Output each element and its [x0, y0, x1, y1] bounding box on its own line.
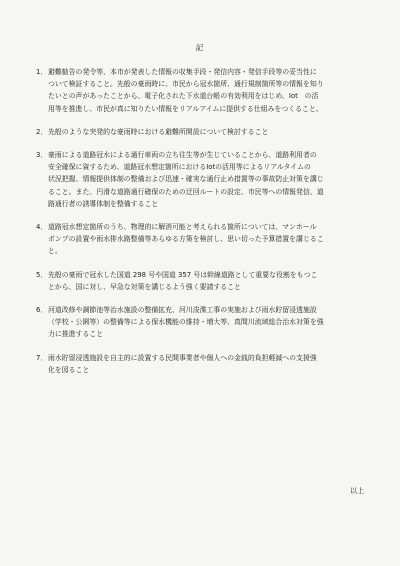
- item-line: 先般の豪雨で冠水した国道 298 号や国道 357 号は幹線道路として重要な役割をもつこ: [48, 270, 318, 279]
- closing-text: 以上: [350, 487, 364, 495]
- item-line: 状況把握、情報提供体制の整備および迅速・確実な通行止め措置等の事故防止対策を講じ: [48, 175, 324, 184]
- item-line: と。: [48, 247, 62, 256]
- item-line: 用等を推進し、市民が真に知りたい情報をリアルアイムに提供する仕組みをつくること。: [48, 104, 323, 113]
- list-item-5: [36, 269, 374, 293]
- item-text: [48, 269, 374, 293]
- item-text: [48, 126, 374, 138]
- item-line: ついて検証すること。先般の豪雨時に、市民から冠水箇所、通行規制箇所等の情報を知り: [48, 80, 324, 89]
- item-number: 7．: [36, 353, 48, 362]
- list-item-6: [36, 304, 374, 341]
- item-number: 6．: [36, 306, 48, 315]
- list-item-1: [36, 66, 374, 115]
- list-item-4: [36, 221, 374, 258]
- item-line: 道路冠水想定箇所のうち、物理的に解消可能と考えられる箇所については、マンホール: [48, 223, 317, 232]
- item-line: たいとの声があったことから、電子化された下水道台帳の有効利用をはじめ、Iot の活: [48, 92, 319, 101]
- item-line: 避難勧告の発令等、本市が発表した情報の収集手段・発信内容・発信手段等の妥当性に: [48, 68, 317, 76]
- list-item-7: [36, 352, 374, 376]
- item-line: （学校・公園等）の整備等による保水機能の維持・増大等、真間川流域総合治水対策を強: [48, 318, 324, 327]
- item-line: 安全確保に資するため、道路冠水想定箇所におけるIotの活用等によるリアルタイムの: [48, 163, 311, 172]
- item-line: 力に推進すること: [48, 330, 104, 339]
- item-line: ること。また、円滑な道路通行確保のための迂回ルートの設定、市民等への情報発信、道: [48, 187, 324, 196]
- item-number: 5．: [36, 270, 48, 279]
- item-text: [48, 352, 374, 376]
- list-item-3: [36, 149, 374, 210]
- list-item-2: [36, 126, 374, 138]
- item-text: [48, 304, 374, 341]
- item-line: 化を図ること: [48, 365, 90, 374]
- item-line: 路通行者の誘導体制を整備すること: [48, 199, 159, 208]
- document-heading: 記: [195, 43, 205, 52]
- item-text: [48, 149, 374, 210]
- item-line: とから、国に対し、早急な対策を講じるよう強く要請すること: [48, 282, 241, 291]
- item-number: 3．: [36, 151, 48, 160]
- item-line: 先般のような突発的な豪雨時における避難所開設について検討すること: [48, 127, 269, 136]
- item-number: 4．: [36, 223, 48, 232]
- item-text: [48, 66, 374, 115]
- item-list: [36, 66, 374, 387]
- item-line: 河道改修や調節池等治水施設の整備拡充、河川浚渫工事の実施および雨水貯留浸透施設: [48, 306, 317, 315]
- item-line: ポンプの設置や雨水排水路整備等あらゆる方策を検討し、思い切った予算措置を講じるこ: [48, 235, 324, 244]
- item-line: 豪雨による道路冠水による通行車両の立ち往生等が生じていることから、道路利用者の: [48, 151, 317, 160]
- item-line: 雨水貯留浸透施設を自主的に設置する民間事業者や個人への金銭的負担軽減への支援強: [48, 353, 317, 362]
- item-number: 1．: [36, 68, 48, 76]
- item-number: 2．: [36, 127, 48, 136]
- item-text: [48, 221, 374, 258]
